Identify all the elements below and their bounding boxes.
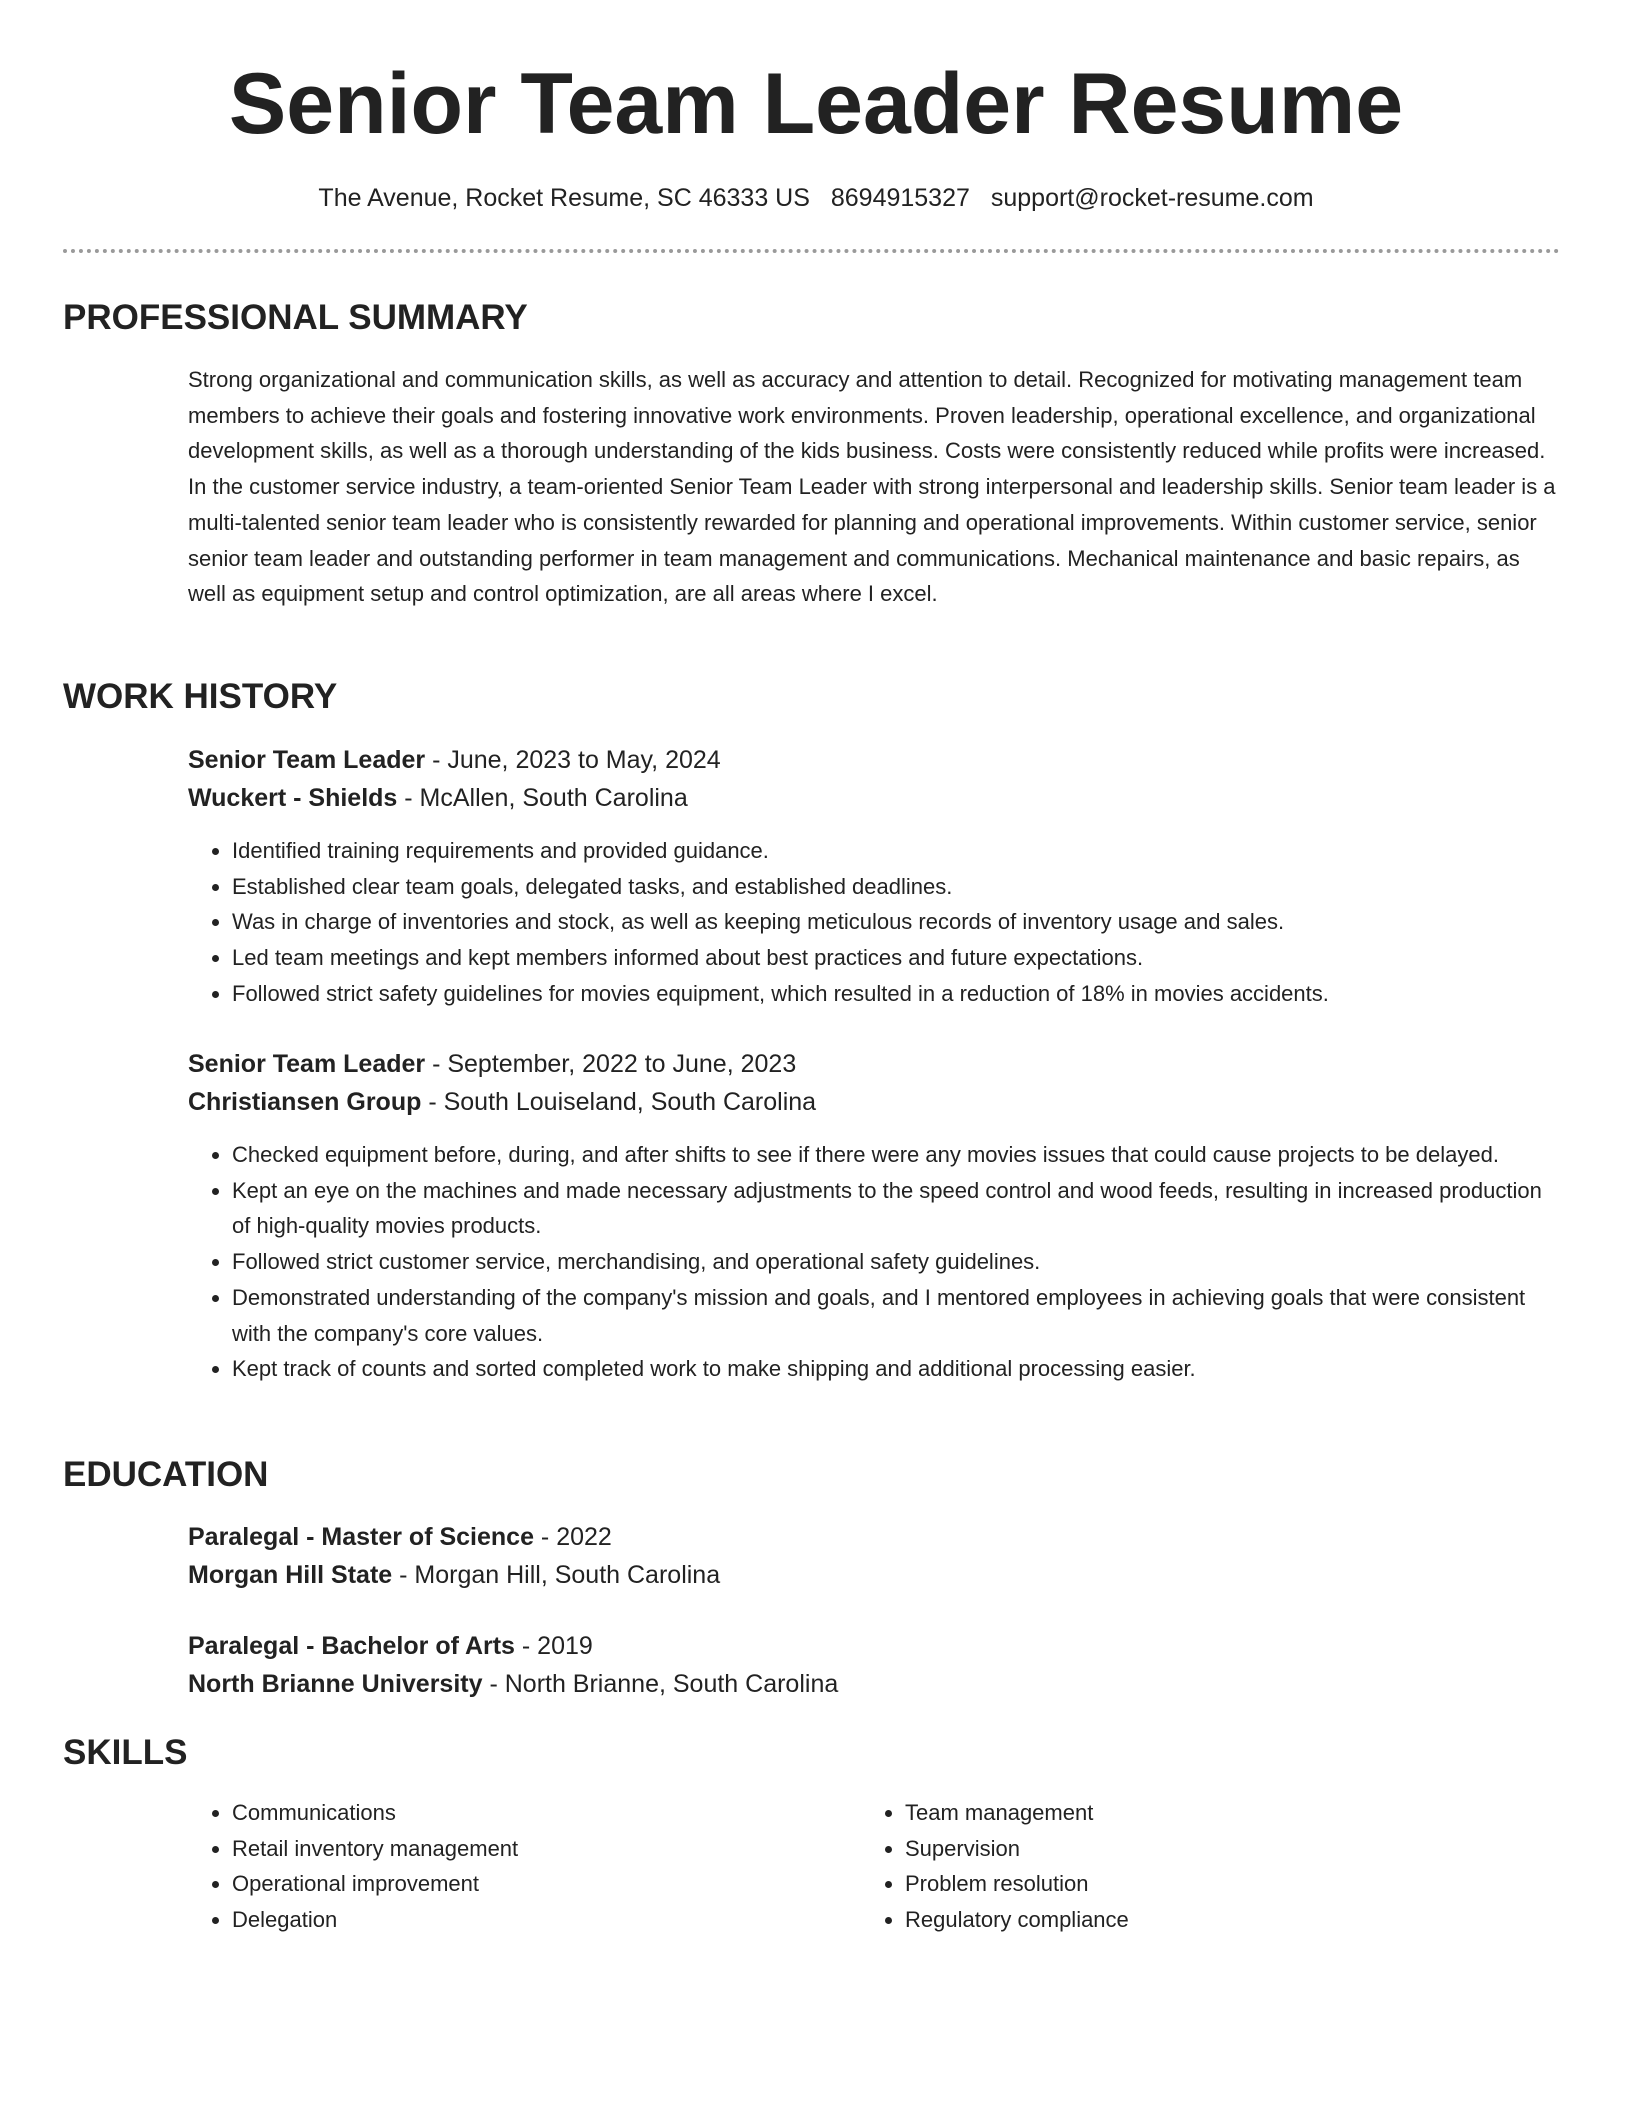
job-title-line — [188, 1045, 1560, 1083]
job-dates: - September, 2022 to June, 2023 — [425, 1050, 797, 1078]
job-entry — [188, 741, 1560, 817]
list-item: • Established clear team goals, delegated tasks, and established deadlines. — [232, 869, 1560, 905]
skill-item: • Team management — [905, 1795, 1501, 1831]
job-role: Senior Team Leader — [188, 746, 426, 774]
job-dates: - June, 2023 to May, 2024 — [425, 746, 721, 774]
summary-text: Strong organizational and communication skills, as well as accuracy and attention to detail. Recognized for motivating management team members to achieve their goals and fostering innovative work environments. Proven leadership, operational excellence, and organizational development skills, as well as a thorough understanding of the kids business. Costs were consistently reduced while profits were increased. In the customer service industry, a team-oriented Senior Team Leader with strong interpersonal and leadership skills. Senior team leader is a multi-talented senior team leader who is consistently rewarded for planning and operational improvements. Within customer service, senior senior team leader and outstanding performer in team management and communications. Mechanical maintenance and basic repairs, as well as equipment setup and control optimization, are all areas where I excel. — [188, 367, 1556, 607]
degree-year: - 2019 — [514, 1632, 593, 1660]
job-company-line — [188, 779, 1560, 817]
address: The Avenue, Rocket Resume, SC 46333 US — [318, 184, 810, 212]
degree-line — [188, 1518, 1560, 1556]
degree-line — [188, 1627, 1560, 1665]
list-item: • Demonstrated understanding of the company's mission and goals, and I mentored employees in achieving goals that were consistent with the company's core values. — [232, 1280, 1560, 1351]
resume-title: Senior Team Leader Resume — [228, 56, 1404, 152]
skill-item: • Regulatory compliance — [905, 1902, 1501, 1938]
job-company-line — [188, 1083, 1560, 1121]
skill-item: • Supervision — [905, 1831, 1501, 1867]
job-bullets — [188, 1137, 1560, 1387]
header-divider — [63, 249, 1560, 253]
list-item: • Led team meetings and kept members informed about best practices and future expectations. — [232, 940, 1560, 976]
list-item: • Checked equipment before, during, and after shifts to see if there were any movies issues that could cause projects to be delayed. — [232, 1137, 1560, 1173]
school: North Brianne University — [188, 1670, 483, 1698]
job-location: - McAllen, South Carolina — [397, 784, 688, 812]
skill-item: • Operational improvement — [232, 1866, 828, 1902]
job-role: Senior Team Leader — [188, 1050, 426, 1078]
degree-year: - 2022 — [533, 1523, 612, 1551]
job-bullets — [188, 833, 1560, 1012]
education-entry — [188, 1627, 1560, 1703]
list-item: • Kept track of counts and sorted completed work to make shipping and additional processing easier. — [232, 1351, 1560, 1387]
list-item: • Identified training requirements and provided guidance. — [232, 833, 1560, 869]
skill-item: • Problem resolution — [905, 1866, 1501, 1902]
skill-item: • Communications — [232, 1795, 828, 1831]
job-entry — [188, 1045, 1560, 1121]
skills-column-right — [861, 1795, 1501, 1938]
list-item: • Followed strict safety guidelines for movies equipment, which resulted in a reduction of 18% in movies accidents. — [232, 976, 1560, 1012]
list-item: • Kept an eye on the machines and made necessary adjustments to the speed control and wood feeds, resulting in increased production of high-quality movies products. — [232, 1173, 1560, 1244]
list-item: • Followed strict customer service, merchandising, and operational safety guidelines. — [232, 1244, 1560, 1280]
skills-column-left — [188, 1795, 828, 1938]
contact-line — [0, 180, 1632, 216]
degree: Paralegal - Bachelor of Arts — [188, 1632, 515, 1660]
job-company: Wuckert - Shields — [188, 784, 398, 812]
school-line — [188, 1665, 1560, 1703]
phone: 8694915327 — [830, 184, 970, 212]
section-title-work: WORK HISTORY — [63, 677, 338, 716]
section-title-summary: PROFESSIONAL SUMMARY — [63, 298, 528, 337]
job-location: - South Louiseland, South Carolina — [421, 1088, 817, 1116]
list-item: • Was in charge of inventories and stock, as well as keeping meticulous records of inventory usage and sales. — [232, 904, 1560, 940]
section-title-skills: SKILLS — [63, 1733, 188, 1772]
section-title-education: EDUCATION — [63, 1455, 269, 1494]
skill-item: • Delegation — [232, 1902, 828, 1938]
school-line — [188, 1556, 1560, 1594]
school-location: - North Brianne, South Carolina — [482, 1670, 839, 1698]
degree: Paralegal - Master of Science — [188, 1523, 534, 1551]
email: support@rocket-resume.com — [990, 184, 1314, 212]
job-company: Christiansen Group — [188, 1088, 422, 1116]
skill-item: • Retail inventory management — [232, 1831, 828, 1867]
job-title-line — [188, 741, 1560, 779]
school-location: - Morgan Hill, South Carolina — [392, 1561, 721, 1589]
education-entry — [188, 1518, 1560, 1594]
school: Morgan Hill State — [188, 1561, 393, 1589]
